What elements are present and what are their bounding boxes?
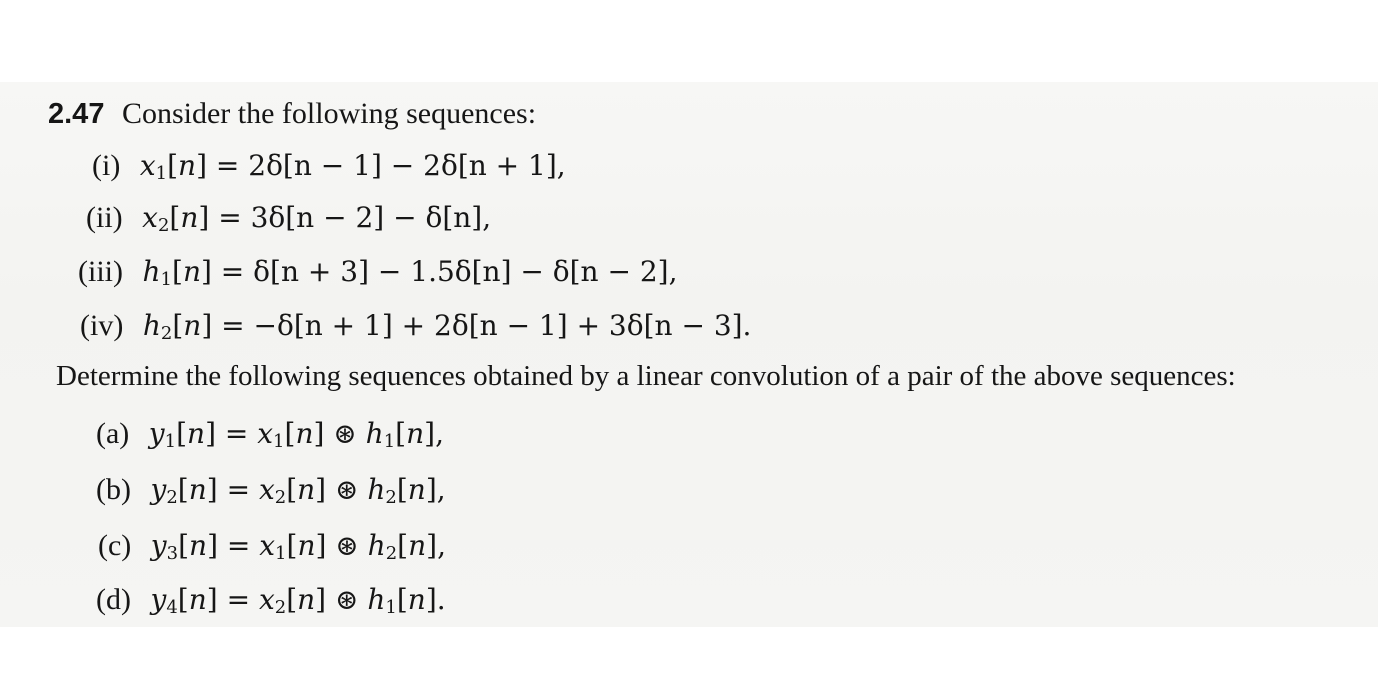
sequence-item [86, 200, 491, 236]
instruction-text: Determine the following sequences obtained by a linear convolution of a pair of the above sequences: [56, 360, 1236, 392]
convolution-equation: $y_3[n] = x_1[n]$ ⊛ $h_2[n]$, [150, 529, 446, 564]
convolution-item [96, 472, 446, 508]
convolution-item [98, 528, 446, 564]
item-label: (d) [96, 583, 131, 616]
sequence-equation: $h_2[n] = -\delta[n + 1] + 2\delta[n - 1] + 3\delta[n - 3]$. [142, 309, 752, 344]
convolution-item [96, 582, 446, 618]
item-label: (a) [96, 417, 130, 450]
item-label: (iii) [78, 255, 123, 288]
convolution-item [96, 416, 444, 452]
scanned-page [0, 82, 1378, 627]
item-label: (b) [96, 473, 131, 506]
convolution-equation: $y_1[n] = x_1[n]$ ⊛ $h_1[n]$, [148, 417, 444, 452]
sequence-equation: $x_2[n] = 3\delta[n - 2] - \delta[n]$, [142, 201, 492, 236]
sequence-item [92, 148, 566, 184]
item-label: (iv) [80, 309, 124, 342]
problem-header [48, 96, 536, 132]
sequence-equation: $x_1[n] = 2\delta[n - 1] - 2\delta[n + 1]$, [139, 149, 566, 184]
item-label: (i) [92, 149, 121, 182]
convolution-equation: $y_4[n] = x_2[n]$ ⊛ $h_1[n]$. [150, 583, 446, 618]
problem-heading: Consider the following sequences: [121, 97, 537, 130]
problem-number: 2.47 [48, 98, 105, 130]
convolution-equation: $y_2[n] = x_2[n]$ ⊛ $h_2[n]$, [150, 473, 446, 508]
item-label: (c) [98, 529, 132, 562]
item-label: (ii) [86, 201, 123, 234]
sequence-item [78, 254, 678, 290]
sequence-item [80, 308, 751, 344]
sequence-equation: $h_1[n] = \delta[n + 3] - 1.5\delta[n] - \delta[n - 2]$, [142, 255, 678, 290]
